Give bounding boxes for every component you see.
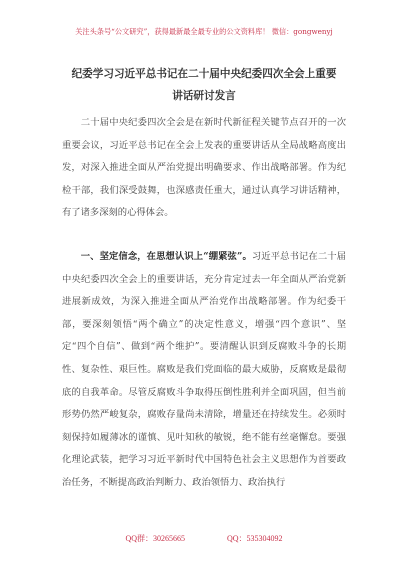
paragraph-intro-text: 二十届中央纪委四次全会是在新时代新征程关键节点召开的一次重要会议，习近平总书记在全会上发表的重要讲话从全局战略高度出发，对深入推进全面从严治党提出明确要求、作出战略部署。作为纪检干部，我们深受鼓舞，也深感责任重大，通过认真学习讲话精神，有了诸多深刻的心得体会。 <box>62 117 346 219</box>
paragraph-intro <box>62 112 346 225</box>
paragraph-section-1 <box>62 246 346 495</box>
footer-qq: QQ：535304092 <box>227 534 283 543</box>
footer-qq-group: QQ群：30265665 <box>125 534 185 543</box>
section-1-text: 习近平总书记在二十届中央纪委四次全会上的重要讲话，充分肯定过去一年全面从严治党新进展新成效，为深入推进全面从严治党作出战略部署。作为纪委干部，要深刻领悟“两个确立”的决定性意义，增强“四个意识”、坚定“四个自信”、做到“两个维护”。要清醒认识到反腐败斗争的长期性、复杂性、艰巨性。腐败是我们党面临的最大威胁，反腐败是最彻底的自我革命。尽管反腐败斗争取得压倒性胜利并全面巩固，但当前形势仍然严峻复杂，腐败存量尚未清除，增量还在持续发生。必须时刻保持如履薄冰的谨慎、见叶知秋的敏锐，绝不能有丝毫懈怠。要强化理论武装，把学习习近平新时代中国特色社会主义思想作为首要政治任务，不断提高政治判断力、政治领悟力、政治执行 <box>62 251 346 488</box>
footer-contact <box>0 533 408 544</box>
promo-banner: 关注头条号“公文研究”，获得最新最全最专业的公文资料库！ 微信：gongwenyj <box>75 27 333 36</box>
document-title <box>58 63 350 107</box>
section-1-heading: 一、坚定信念，在思想认识上“绷紧弦”。 <box>80 251 252 262</box>
title-line-1: 纪委学习习近平总书记在二十届中央纪委四次全会上重要 <box>71 68 337 80</box>
title-line-2: 讲话研讨发言 <box>172 90 236 102</box>
